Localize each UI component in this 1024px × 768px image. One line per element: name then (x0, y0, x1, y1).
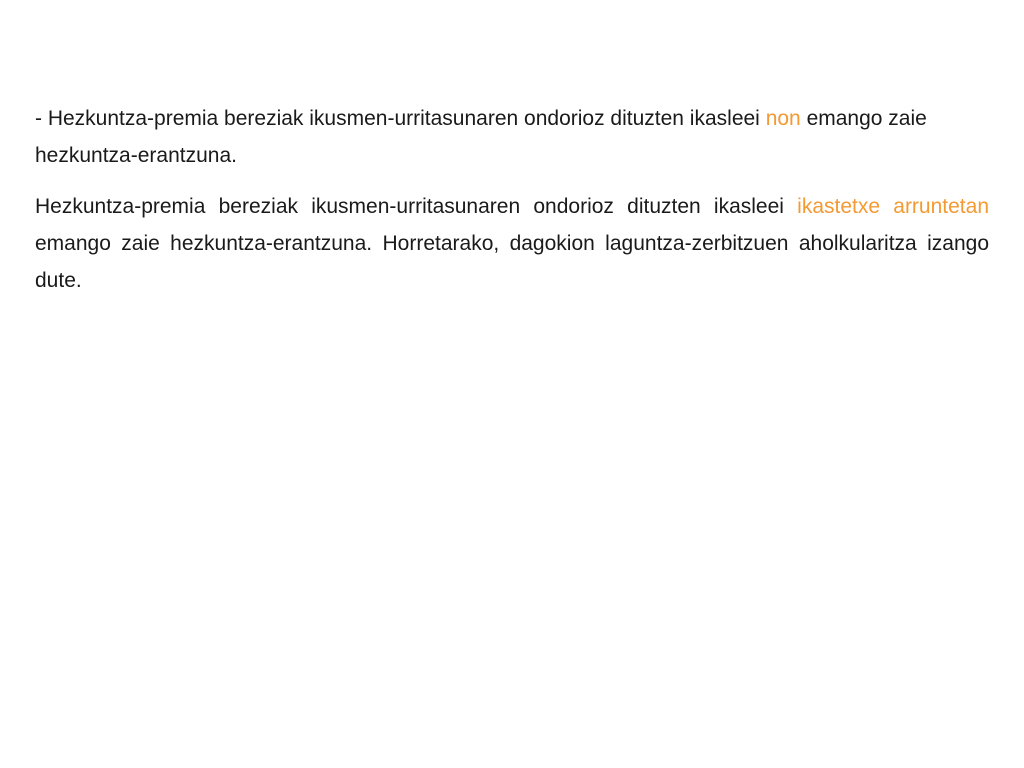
question-text-start: - Hezkuntza-premia bereziak ikusmen-urritasunaren ondorioz dituzten ikasleei (35, 107, 766, 130)
question-text-end: emango zaie hezkuntza-erantzuna. (35, 107, 927, 167)
question-highlight: non (765, 107, 801, 130)
slide-content (35, 100, 989, 299)
answer-text-start: Hezkuntza-premia bereziak ikusmen-urritasunaren ondorioz dituzten ikasleei (35, 195, 798, 218)
answer-paragraph (35, 188, 989, 299)
answer-highlight: ikastetxe arruntetan (797, 195, 989, 218)
answer-text-end: emango zaie hezkuntza-erantzuna. Horretarako, dagokion laguntza-zerbitzuen aholkularitza izango dute. (35, 232, 989, 292)
question-paragraph (35, 100, 989, 174)
